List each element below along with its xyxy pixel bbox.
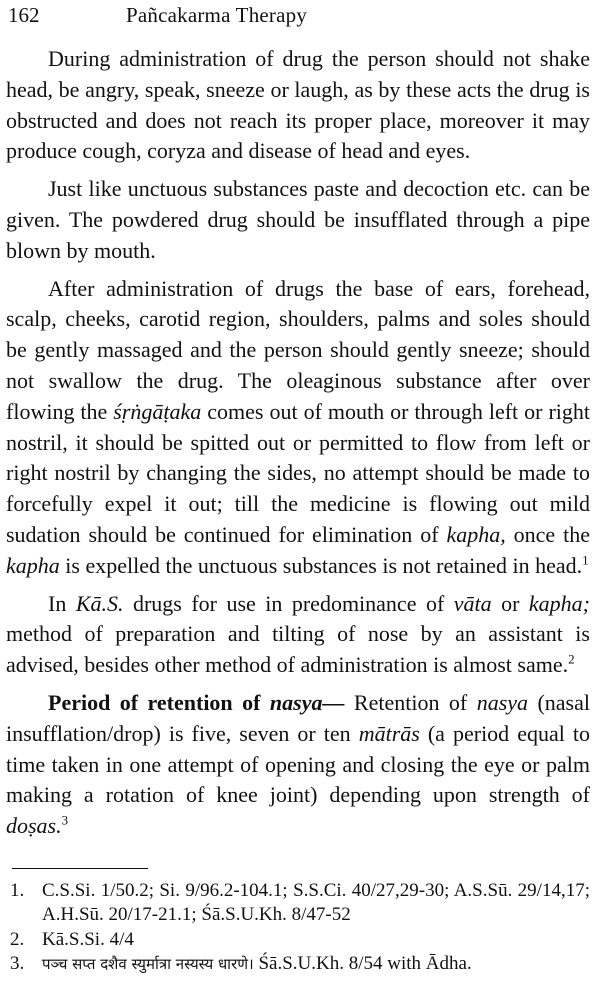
- footnote-number: 1.: [10, 879, 25, 901]
- paragraph-2: Just like unctuous substances paste and decoction etc. can be given. The powdered drug should be insufflated through a pipe blown by mouth.: [6, 176, 590, 263]
- footnote-citation: Śā.S.U.Kh. 8/54 with Ādha.: [253, 953, 472, 975]
- paragraph-4: [6, 589, 590, 681]
- hindi-verse: पञ्च सप्त दशैव स्युर्मात्रा नस्यस्य धारणे।: [42, 955, 254, 974]
- sanskrit-term: Kā.S.: [75, 590, 124, 616]
- footnote-number: 2.: [10, 928, 25, 950]
- text-span: comes out of mouth or through left or right nostril, it should be spitted out or permitted to flow from left or right nostril by changing the sides, no attempt should be made to forcefully expel it out; till the medicine is flowing out mild sudation should be continued for elimination of: [6, 398, 590, 547]
- sanskrit-term: vāta: [453, 590, 492, 616]
- text-span: In: [48, 590, 76, 616]
- footnote-number: 3.: [10, 953, 25, 975]
- text-span: method of preparation and tilting of nose by an assistant is advised, besides other method of administration is almost same.: [6, 621, 590, 678]
- text-span: Retention of: [344, 689, 477, 715]
- footnote-ref: 3: [61, 812, 69, 828]
- text-span: After administration of drugs the base of ears, forehead, scalp, cheeks, carotid region, shoulders, palms and soles should be gently massaged and the person should gently sneeze; should not swallow the drug. The oleaginous substance after over flowing the: [6, 275, 590, 424]
- paragraph-1: During administration of drug the person should not shake head, be angry, speak, sneeze or laugh, as by these acts the drug is obstructed and does not reach its proper place, moreover it may produce cough, coryza and disease of head and eyes.: [6, 46, 590, 164]
- footnotes: [6, 879, 590, 977]
- footnote-1: [6, 879, 590, 928]
- page-header: [6, 0, 590, 30]
- section-heading: Period of retention of: [48, 689, 270, 715]
- sanskrit-term: kapha;: [528, 590, 591, 616]
- footnote-text: [42, 952, 590, 977]
- text-span: (a period equal to time taken in one attempt of opening and closing the eye or palm making a rotation of knee joint) depending upon strength of: [6, 720, 590, 808]
- text-span: (nasal insufflation/drop) is five, seven or ten: [6, 689, 590, 746]
- text-span: once the: [505, 521, 590, 547]
- body-text: [6, 44, 590, 842]
- footnote-text: Kā.S.Si. 4/4: [42, 928, 134, 950]
- paragraph-3: [6, 274, 590, 582]
- footnote-3: [6, 952, 590, 977]
- footnote-text: C.S.Si. 1/50.2; Si. 9/96.2-104.1; S.S.Ci. 40/27,29-30; A.S.Sū. 29/14,17; A.H.Sū. 20/17-21.1; Śā.S.U.Kh. 8/47-52: [42, 879, 590, 926]
- sanskrit-term: kapha: [6, 552, 60, 578]
- sanskrit-term: doṣas.: [6, 813, 62, 839]
- sanskrit-term: mātrās: [358, 720, 420, 746]
- text-span: or: [491, 590, 529, 616]
- footnote-2: [6, 928, 590, 953]
- page-number: 162: [8, 3, 40, 27]
- section-heading-term: nasya—: [269, 689, 345, 715]
- footnote-divider: [12, 868, 148, 869]
- footnote-ref: 1: [582, 552, 589, 568]
- sanskrit-term: śṛṅgāṭaka: [113, 398, 202, 424]
- text-span: drugs for use in predominance of: [123, 590, 454, 616]
- text-span: is expelled the unctuous substances is not retained in head.: [59, 552, 583, 578]
- paragraph-5: [6, 688, 590, 842]
- footnote-ref: 2: [568, 651, 575, 667]
- sanskrit-term: nasya: [476, 689, 529, 715]
- running-title: Pañcakarma Therapy: [126, 3, 308, 27]
- sanskrit-term: kapha,: [446, 521, 506, 547]
